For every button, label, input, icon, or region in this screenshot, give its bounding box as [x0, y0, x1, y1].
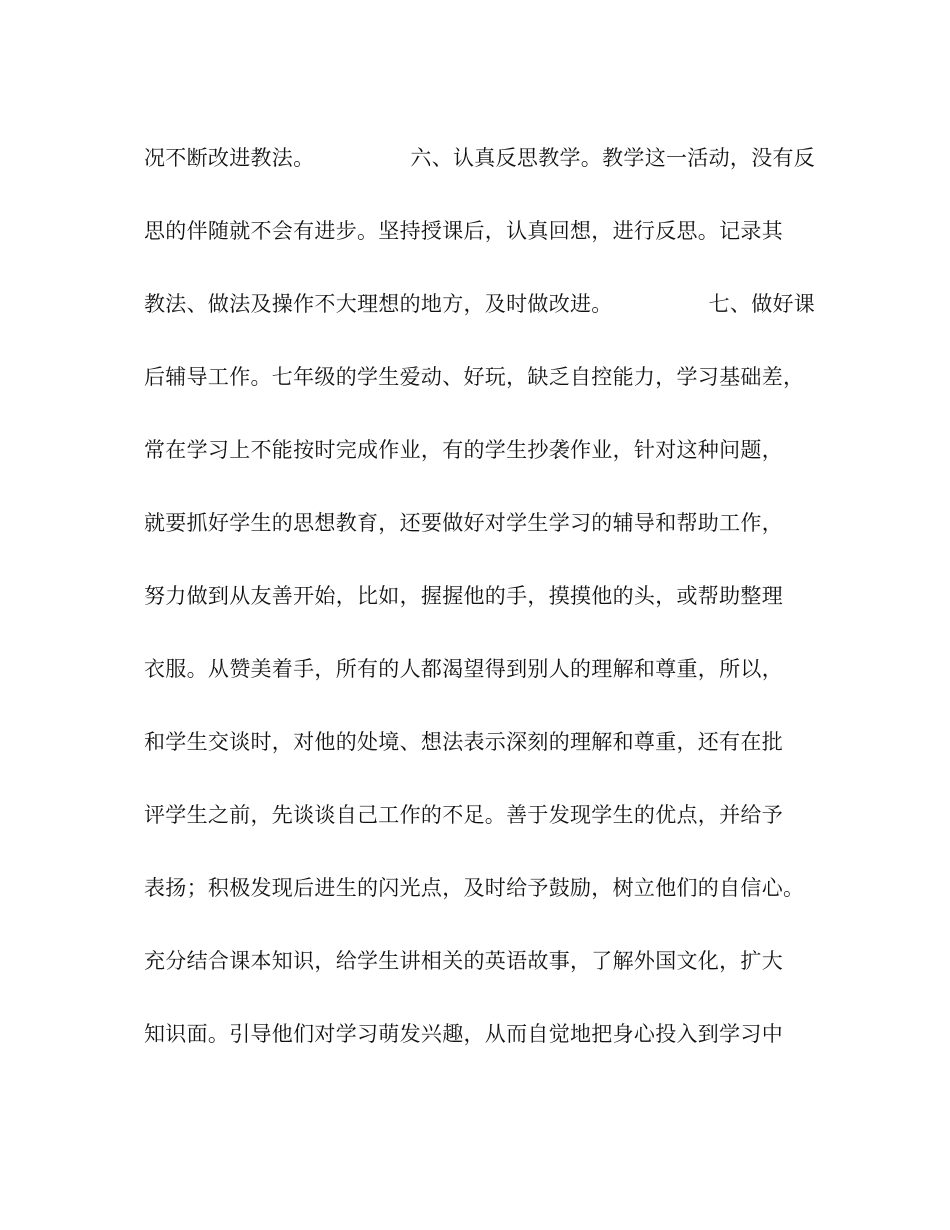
- text-line: 评学生之前，先谈谈自己工作的不足。善于发现学生的优点，并给予: [144, 803, 783, 827]
- body-text: [144, 138, 824, 1087]
- text-line: 和学生交谈时，对他的处境、想法表示深刻的理解和尊重，还有在批: [144, 730, 783, 754]
- text-line: 衣服。从赞美着手，所有的人都渴望得到别人的理解和尊重，所以，: [144, 657, 783, 681]
- text-line: 充分结合课本知识，给学生讲相关的英语故事，了解外国文化，扩大: [144, 949, 783, 973]
- text-line: 思的伴随就不会有进步。坚持授课后，认真回想，进行反思。记录其: [144, 219, 783, 243]
- text-line: 教法、做法及操作不大理想的地方，及时做改进。 七、做好课: [144, 292, 816, 316]
- text-line: 况不断改进教法。 六、认真反思教学。教学这一活动，没有反: [144, 146, 816, 170]
- text-line: 常在学习上不能按时完成作业，有的学生抄袭作业，针对这种问题，: [144, 438, 783, 462]
- text-line: 努力做到从友善开始，比如，握握他的手，摸摸他的头，或帮助整理: [144, 584, 783, 608]
- text-line: 知识面。引导他们对学习萌发兴趣，从而自觉地把身心投入到学习中: [144, 1022, 783, 1046]
- text-line: 表扬；积极发现后进生的闪光点，及时给予鼓励，树立他们的自信心。: [144, 876, 805, 900]
- text-line: 后辅导工作。七年级的学生爱动、好玩，缺乏自控能力，学习基础差，: [144, 365, 805, 389]
- text-line: 就要抓好学生的思想教育，还要做好对学生学习的辅导和帮助工作，: [144, 511, 783, 535]
